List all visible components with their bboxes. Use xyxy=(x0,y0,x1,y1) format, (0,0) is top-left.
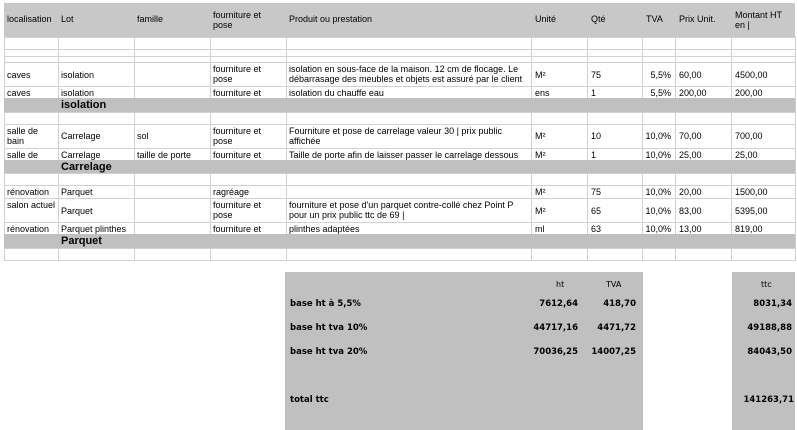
summary-ttc: 84043,50 xyxy=(747,347,792,357)
grid-line xyxy=(4,112,795,113)
row-fourniture: fourniture et pose xyxy=(213,200,262,220)
row-localisation: salle de xyxy=(7,150,39,160)
summary-total-value: 141263,71 xyxy=(743,395,794,405)
row-qte: 10 xyxy=(591,131,602,141)
section-title: Parquet xyxy=(61,235,102,247)
row-prix: 60,00 xyxy=(679,70,702,80)
row-fourniture: fourniture et xyxy=(213,150,262,160)
row-unite: ml xyxy=(535,224,545,234)
row-unite: M² xyxy=(535,150,546,160)
section-band-isolation xyxy=(4,98,795,112)
header-qte: Qté xyxy=(591,14,606,24)
grid-line xyxy=(531,37,532,261)
summary-ttc: 8031,34 xyxy=(753,299,792,309)
summary-label: base ht tva 20% xyxy=(290,347,368,357)
summary-ht: 7612,64 xyxy=(539,299,578,309)
row-tva: 10,0% xyxy=(645,224,671,234)
row-prix: 13,00 xyxy=(679,224,702,234)
header-unite: Unité xyxy=(535,14,557,24)
summary-header-tva: TVA xyxy=(606,280,622,289)
grid-line xyxy=(4,62,795,63)
row-montant: 819,00 xyxy=(735,224,763,234)
row-lot: Parquet xyxy=(61,187,93,197)
row-unite: M² xyxy=(535,206,546,216)
row-qte: 75 xyxy=(591,70,602,80)
row-montant: 1500,00 xyxy=(735,187,768,197)
grid-line xyxy=(4,37,795,38)
row-localisation: rénovation xyxy=(7,187,50,197)
grid-line xyxy=(58,37,59,261)
row-qte: 75 xyxy=(591,187,602,197)
row-fourniture: fourniture et xyxy=(213,88,262,98)
grid-line xyxy=(134,37,135,261)
grid-line xyxy=(4,222,795,223)
summary-ttc: 49188,88 xyxy=(747,323,792,333)
row-produit: plinthes adaptées xyxy=(289,224,360,234)
row-tva: 10,0% xyxy=(645,131,671,141)
row-lot: Parquet xyxy=(61,206,93,216)
header-fourniture: fourniture et pose xyxy=(213,10,262,30)
grid-line xyxy=(4,148,795,149)
row-montant: 4500,00 xyxy=(735,70,768,80)
header-tva: TVA xyxy=(646,14,663,24)
grid-line xyxy=(675,37,676,261)
row-produit: isolation en sous-face de la maison. 12 cm de flocage. Le débarrasage des meubles et objets est assuré par le client xyxy=(289,64,523,84)
row-lot: Carrelage xyxy=(61,131,101,141)
grid-line xyxy=(4,198,795,199)
row-tva: 10,0% xyxy=(645,150,671,160)
header-row xyxy=(4,3,795,37)
section-band-carrelage xyxy=(4,160,795,173)
row-tva: 10,0% xyxy=(645,206,671,216)
row-localisation: caves xyxy=(7,88,31,98)
header-lot: Lot xyxy=(61,14,74,24)
row-montant: 25,00 xyxy=(735,150,758,160)
row-prix: 20,00 xyxy=(679,187,702,197)
summary-tva: 4471,72 xyxy=(597,323,636,333)
summary-header-ht: ht xyxy=(556,280,565,289)
section-title: isolation xyxy=(61,99,107,111)
row-qte: 1 xyxy=(591,88,597,98)
summary-ht: 44717,16 xyxy=(533,323,578,333)
header-montant: Montant HT en | xyxy=(735,10,782,30)
summary-header-ttc: ttc xyxy=(761,280,772,289)
row-produit: Taille de porte afin de laisser passer le carrelage dessous xyxy=(289,150,519,160)
grid-line xyxy=(795,37,796,261)
row-prix: 25,00 xyxy=(679,150,702,160)
row-qte: 1 xyxy=(591,150,597,160)
row-montant: 200,00 xyxy=(735,88,763,98)
row-localisation: salon actuel xyxy=(7,200,56,210)
row-prix: 200,00 xyxy=(679,88,707,98)
grid-line xyxy=(286,37,287,261)
row-fourniture: fourniture et pose xyxy=(213,126,262,146)
header-prix: Prix Unit. xyxy=(679,14,716,24)
row-produit: isolation du chauffe eau xyxy=(289,88,384,98)
header-produit: Produit ou prestation xyxy=(289,14,373,24)
row-famille: sol xyxy=(137,131,149,141)
summary-tva: 418,70 xyxy=(603,299,636,309)
row-qte: 63 xyxy=(591,224,602,234)
grid-line xyxy=(4,248,795,249)
grid-line xyxy=(4,49,795,50)
row-lot: Parquet plinthes xyxy=(61,224,127,234)
grid-line xyxy=(4,173,795,174)
row-famille: taille de porte xyxy=(137,150,192,160)
summary-total-label: total ttc xyxy=(290,395,329,405)
section-band-parquet xyxy=(4,234,795,248)
header-famille: famille xyxy=(137,14,164,24)
grid-line xyxy=(4,37,5,261)
row-lot: Carrelage xyxy=(61,150,101,160)
row-unite: ens xyxy=(535,88,550,98)
summary-label: base ht tva 10% xyxy=(290,323,368,333)
grid-line xyxy=(4,124,795,125)
row-montant: 5395,00 xyxy=(735,206,768,216)
grid-line xyxy=(4,86,795,87)
row-lot: isolation xyxy=(61,88,95,98)
grid-line xyxy=(210,37,211,261)
summary-ht: 70036,25 xyxy=(533,347,578,357)
row-lot: isolation xyxy=(61,70,95,80)
row-localisation: rénovation xyxy=(7,224,50,234)
row-fourniture: fourniture et pose xyxy=(213,64,262,84)
summary-tva: 14007,25 xyxy=(591,347,636,357)
row-localisation: caves xyxy=(7,70,31,80)
grid-line xyxy=(587,37,588,261)
row-unite: M² xyxy=(535,131,546,141)
summary-label: base ht à 5,5% xyxy=(290,299,361,309)
row-qte: 65 xyxy=(591,206,602,216)
row-fourniture: fourniture et xyxy=(213,224,262,234)
header-localisation: localisation xyxy=(7,14,52,24)
row-produit: fourniture et pose d'un parquet contre-collé chez Point P pour un prix public ttc de 69 | xyxy=(289,200,514,220)
row-tva: 10,0% xyxy=(645,187,671,197)
row-localisation: salle de bain xyxy=(7,126,39,146)
row-prix: 83,00 xyxy=(679,206,702,216)
row-tva: 5,5% xyxy=(650,88,671,98)
row-fourniture: ragréage xyxy=(213,187,250,197)
grid-line xyxy=(4,56,795,57)
grid-line xyxy=(4,185,795,186)
row-prix: 70,00 xyxy=(679,131,702,141)
row-produit: Fourniture et pose de carrelage valeur 30 | prix public affichée xyxy=(289,126,502,146)
row-montant: 700,00 xyxy=(735,131,763,141)
row-unite: M² xyxy=(535,187,546,197)
grid-line xyxy=(4,260,795,261)
grid-line xyxy=(731,37,732,261)
section-title: Carrelage xyxy=(61,161,112,173)
row-tva: 5,5% xyxy=(650,70,671,80)
row-unite: M² xyxy=(535,70,546,80)
